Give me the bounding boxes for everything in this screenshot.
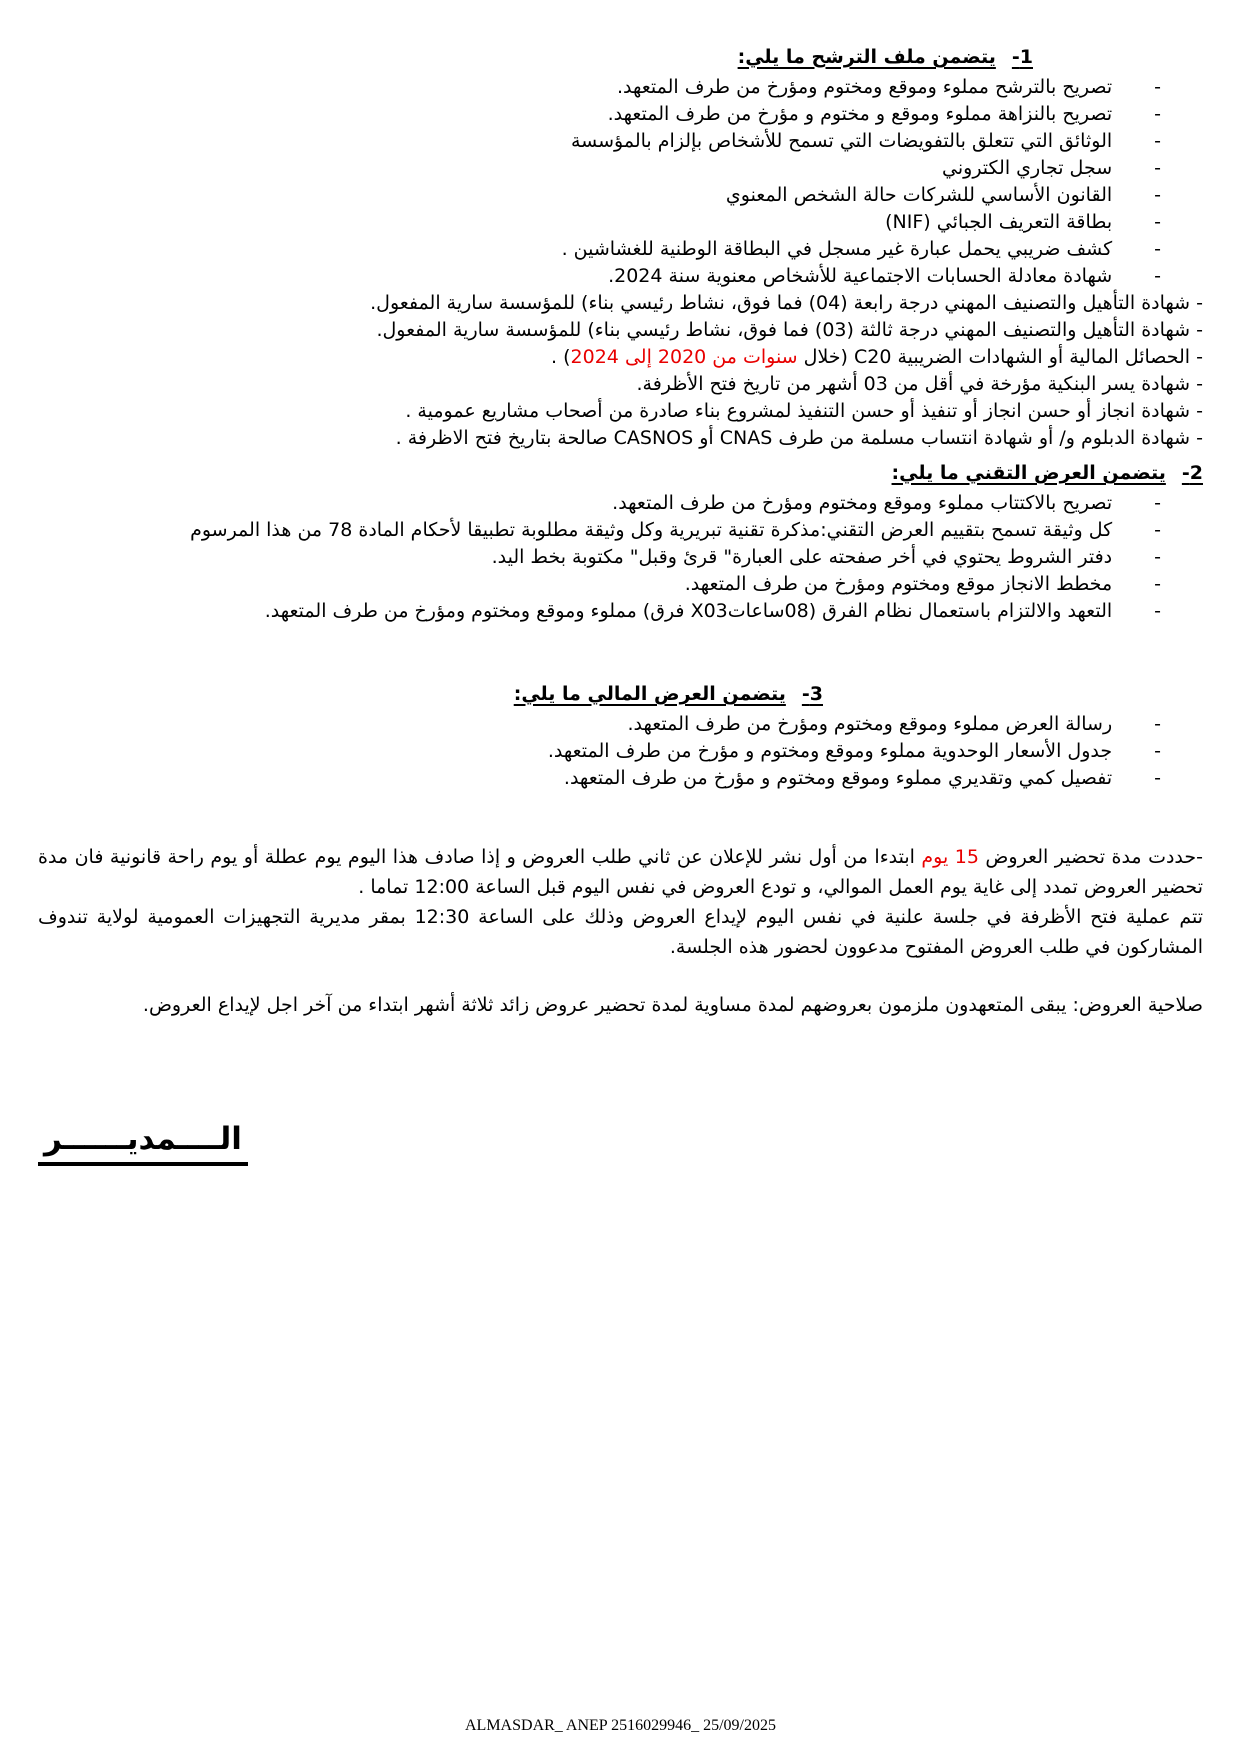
c20-line-prefix: - الحصائل المالية أو الشهادات الضريبية C20 (خلال	[797, 346, 1203, 368]
deadline-days-red: 15 يوم	[921, 846, 979, 868]
bullet-dash: -	[1154, 211, 1161, 233]
requirement-line: - شهادة الدبلوم و/ أو شهادة انتساب مسلمة من طرف CNAS أو CASNOS صالحة بتاريخ فتح الاظرفة .	[395, 427, 1203, 449]
bullet-text: جدول الأسعار الوحدوية مملوء وموقع ومختوم و مؤرخ من طرف المتعهد.	[547, 740, 1113, 762]
c20-requirement-line	[38, 344, 1203, 371]
bullet-text: تصريح بالاكتتاب مملوء وموقع ومختوم ومؤرخ من طرف المتعهد.	[612, 492, 1113, 514]
bullet-text: الوثائق التي تتعلق بالتفويضات التي تسمح للأشخاص بإلزام بالمؤسسة	[570, 130, 1113, 152]
requirement-line: - شهادة انجاز أو حسن انجاز أو تنفيذ أو حسن التنفيذ لمشروع بناء صادرة من أصحاب مشاريع عمومية .	[405, 400, 1203, 422]
bullet-item	[38, 236, 1203, 263]
bullet-text: التعهد والالتزام باستعمال نظام الفرق (08ساعاتX03 فرق) مملوء وموقع ومختوم ومؤرخ من طرف المتعهد.	[264, 600, 1113, 622]
bullet-text: مخطط الانجاز موقع ومختوم ومؤرخ من طرف المتعهد.	[684, 573, 1113, 595]
bullet-item	[38, 155, 1203, 182]
section-2-heading	[38, 460, 1203, 487]
bullet-item	[38, 544, 1203, 571]
bullet-dash: -	[1154, 103, 1161, 125]
bullet-item	[38, 263, 1203, 290]
section-2-number: 2-	[1181, 462, 1203, 484]
section-1-number: 1-	[1011, 46, 1033, 68]
signature-block	[38, 1119, 1203, 1166]
section-3-heading	[38, 681, 823, 708]
bullet-dash: -	[1154, 492, 1161, 514]
bullet-text: القانون الأساسي للشركات حالة الشخص المعنوي	[725, 184, 1113, 206]
anep-footer-note: ALMASDAR_ ANEP 2516029946_ 25/09/2025	[465, 1717, 776, 1734]
director-signature: الــــمديــــــر	[38, 1119, 248, 1166]
bullet-dash: -	[1154, 600, 1161, 622]
bullet-dash: -	[1154, 573, 1161, 595]
bullet-item	[38, 738, 1203, 765]
bullet-text: تصريح بالنزاهة مملوء وموقع و مختوم و مؤرخ من طرف المتعهد.	[607, 103, 1113, 125]
bullet-dash: -	[1154, 265, 1161, 287]
bullet-item	[38, 128, 1203, 155]
bullet-item	[38, 711, 1203, 738]
bullet-item	[38, 598, 1203, 625]
bullet-dash: -	[1154, 130, 1161, 152]
offers-validity-paragraph: صلاحية العروض: يبقى المتعهدون ملزمون بعروضهم لمدة مساوية لمدة تحضير عروض زائد ثلاثة أشهر ابتداء من آخر اجل لإيداع العروض.	[142, 994, 1203, 1016]
requirement-line: - شهادة يسر البنكية مؤرخة في أقل من 03 أشهر من تاريخ فتح الأظرفة.	[636, 373, 1203, 395]
bullet-item	[38, 209, 1203, 236]
bullet-item	[38, 517, 1203, 544]
bullet-dash: -	[1154, 740, 1161, 762]
c20-line-suffix: ) .	[551, 346, 571, 368]
envelope-opening-paragraph: تتم عملية فتح الأظرفة في جلسة علنية في نفس اليوم لإيداع العروض وذلك على الساعة 12:30 بمقر مديرية التجهيزات العمومية لولاية تندوف المشاركون في طلب العروض المفتوح مدعوون لحضور هذه الجلسة.	[38, 906, 1203, 958]
section-3-number: 3-	[801, 683, 823, 705]
c20-line-red-period: سنوات من 2020 إلى 2024	[570, 346, 798, 368]
bullet-item	[38, 571, 1203, 598]
requirement-line: - شهادة التأهيل والتصنيف المهني درجة ثالثة (03) فما فوق، نشاط رئيسي بناء) للمؤسسة سارية المفعول.	[376, 319, 1203, 341]
bullet-text: تصريح بالترشح مملوء وموقع ومختوم ومؤرخ من طرف المتعهد.	[616, 76, 1113, 98]
bullet-dash: -	[1154, 238, 1161, 260]
bullet-item	[38, 101, 1203, 128]
bullet-text: سجل تجاري الكتروني	[942, 157, 1113, 179]
bullet-dash: -	[1154, 546, 1161, 568]
bullet-text: شهادة معادلة الحسابات الاجتماعية للأشخاص معنوية سنة 2024.	[608, 265, 1113, 287]
bullet-text: تفصيل كمي وتقديري مملوء وموقع ومختوم و مؤرخ من طرف المتعهد.	[563, 767, 1113, 789]
bullet-dash: -	[1154, 157, 1161, 179]
section-1-heading	[38, 44, 1033, 71]
bullet-dash: -	[1154, 184, 1161, 206]
bullet-dash: -	[1154, 713, 1161, 735]
bullet-dash: -	[1154, 519, 1161, 541]
bullet-text: دفتر الشروط يحتوي في أخر صفحته على العبارة" قرئ وقبل" مكتوبة بخط اليد.	[491, 546, 1113, 568]
bullet-text: بطاقة التعريف الجبائي (NIF)	[885, 211, 1113, 233]
bullet-item	[38, 765, 1203, 792]
bullet-item	[38, 74, 1203, 101]
bullet-text: كشف ضريبي يحمل عبارة غير مسجل في البطاقة الوطنية للغشاشين .	[561, 238, 1113, 260]
deadline-prefix: -حددت مدة تحضير العروض	[978, 846, 1203, 868]
requirement-line: - شهادة التأهيل والتصنيف المهني درجة رابعة (04) فما فوق، نشاط رئيسي بناء) للمؤسسة سارية المفعول.	[370, 292, 1203, 314]
section-3-title: يتضمن العرض المالي ما يلي:	[513, 683, 786, 705]
deadline-suffix: ابتدءا من أول نشر للإعلان عن ثاني طلب العروض و إذا صادف هذا اليوم يوم عطلة أو يوم راحة قانونية فان مدة تحضير العروض تمدد إلى غاية يوم العمل الموالي، و تودع العروض في نفس اليوم قبل الساعة 12:00 تماما .	[38, 846, 1203, 898]
bullet-item	[38, 182, 1203, 209]
bullet-dash: -	[1154, 76, 1161, 98]
deadline-paragraph	[38, 842, 1203, 902]
bullet-text: كل وثيقة تسمح بتقييم العرض التقني:مذكرة تقنية تبريرية وكل وثيقة مطلوبة تطبيقا لأحكام المادة 78 من هذا المرسوم	[190, 519, 1113, 541]
bullet-item	[38, 490, 1203, 517]
section-2-title: يتضمن العرض التقني ما يلي:	[891, 462, 1166, 484]
section-1-title: يتضمن ملف الترشح ما يلي:	[737, 46, 996, 68]
bullet-text: رسالة العرض مملوء وموقع ومختوم ومؤرخ من طرف المتعهد.	[627, 713, 1113, 735]
bullet-dash: -	[1154, 767, 1161, 789]
